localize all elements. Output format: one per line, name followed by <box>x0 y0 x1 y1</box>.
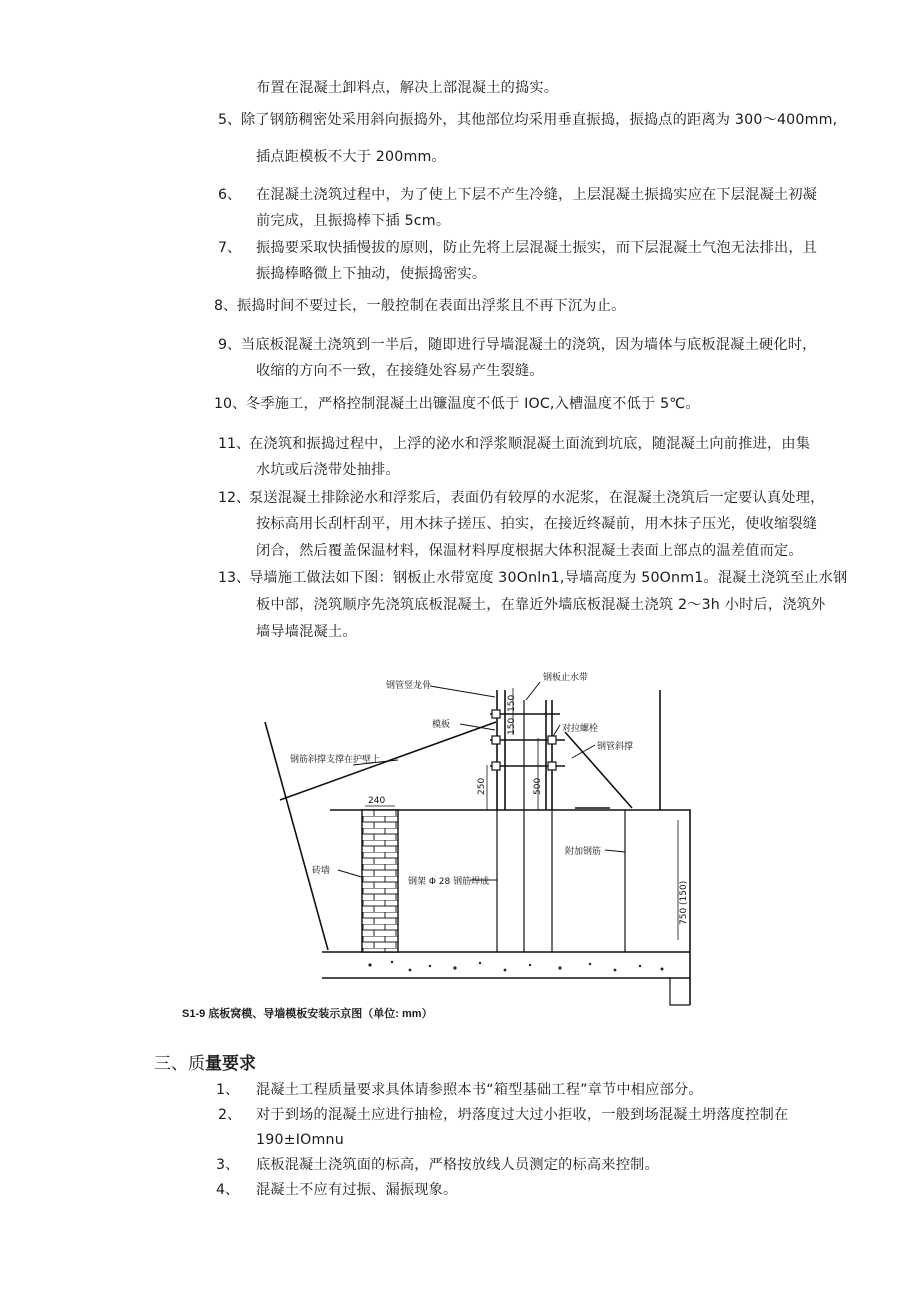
dim-750: 750 (150) <box>679 880 689 925</box>
list-item-line: 190±IOmnu <box>256 1132 344 1148</box>
label-formwork: 模板 <box>432 720 451 730</box>
list-item-line: 振捣要采取快插慢拔的原则，防止先将上层混凝土振实，而下层混凝土气泡无法排出，且 <box>256 240 818 256</box>
list-item-line: 墙导墙混凝土。 <box>256 624 357 640</box>
label-extra-rebar: 附加钢筋 <box>565 847 602 857</box>
dim-150-b: 150 <box>507 717 517 735</box>
label-pipe-brace: 钢管斜撑 <box>597 742 634 752</box>
list-item-line: 收缩的方向不一致，在接缝处容易产生裂缝。 <box>256 363 544 379</box>
list-item-number: 11、 <box>218 436 251 452</box>
list-item-number: 2、 <box>218 1107 242 1123</box>
list-item-line: 底板混凝土浇筑面的标高，严格按放线人员测定的标高来控制。 <box>256 1157 659 1173</box>
concrete-hatch <box>368 961 663 972</box>
label-rebar-brace: 钢筋斜撑支撑在护壁上 <box>290 755 381 765</box>
list-item-line: 前完成，且振捣棒下插 5cm。 <box>256 213 451 229</box>
dim-500: 500 <box>533 777 543 795</box>
list-item-line: 导墙施工做法如下图：钢板止水带宽度 30Onln1,导墙高度为 50Onm1。混凝土浇筑至止水钢 <box>249 570 848 586</box>
figure-caption: S1-9 底板窝模、导墙模板安装示京图（单位: mm） <box>182 1008 433 1020</box>
list-item-number: 4、 <box>216 1182 240 1198</box>
brick-wall <box>362 810 398 952</box>
section-heading-prefix: 三、质 <box>154 1054 205 1074</box>
list-item-line: 闭合，然后覆盖保温材料，保温材料厚度根据大体积混凝土表面上部点的温差值而定。 <box>256 543 803 559</box>
dim-250: 250 <box>477 777 487 795</box>
list-item-number: 8、 <box>214 298 238 314</box>
list-item-line: 振捣棒略微上下抽动，使振捣密实。 <box>256 266 487 282</box>
list-item-line: 除了钢筋稠密处采用斜向振捣外，其他部位均采用垂直振捣，振捣点的距离为 300～400mm, <box>241 112 838 128</box>
list-item-line: 冬季施工，严格控制混凝土出镰温度不低于 IOC,入槽温度不低于 5℃。 <box>246 396 700 412</box>
list-item-number: 9、 <box>218 337 242 353</box>
label-tie-bolt: 对拉螺栓 <box>562 724 599 734</box>
list-item-line: 插点距模板不大于 200mm。 <box>256 149 446 165</box>
list-item-line: 混凝土不应有过振、漏振现象。 <box>256 1182 458 1198</box>
section-heading-bold: 量要求 <box>205 1054 256 1074</box>
label-steel-frame: 钢架 Φ 28 钢筋焊成 <box>408 877 490 887</box>
list-item-line: 泵送混凝土排除泌水和浮浆后，表面仍有较厚的水泥浆，在混凝土浇筑后一定要认真处理， <box>249 490 825 506</box>
label-brick-wall: 砖墙 <box>312 866 331 876</box>
list-item-number: 7、 <box>218 240 242 256</box>
list-item-number: 12、 <box>218 490 251 506</box>
section-heading <box>154 1052 256 1076</box>
list-item-number: 13、 <box>218 570 251 586</box>
list-item-line: 板中部，浇筑顺序先浇筑底板混凝土，在靠近外墙底板混凝土浇筑 2～3h 小时后，浇筑外 <box>256 597 826 613</box>
label-pipe-keel: 钢管竖龙骨 <box>386 681 432 691</box>
list-item-number: 3、 <box>216 1157 240 1173</box>
list-item-number: 5、 <box>218 112 242 128</box>
list-item-line: 混凝土工程质量要求具体请参照本书“箱型基础工程”章节中相应部分。 <box>256 1082 703 1098</box>
list-item-line: 当底板混凝土浇筑到一半后，随即进行导墙混凝土的浇筑，因为墙体与底板混凝土硬化时， <box>241 337 817 353</box>
list-item-number: 6、 <box>218 187 242 203</box>
list-item-line: 布置在混凝土卸料点，解决上部混凝土的捣实。 <box>256 80 559 96</box>
list-item-number: 1、 <box>216 1082 240 1098</box>
label-steel-waterstop: 钢板止水带 <box>543 673 589 683</box>
dim-240: 240 <box>368 796 386 806</box>
list-item-line: 按标高用长刮杆刮平，用木抹子搓压、拍实，在接近终凝前，用木抹子压光，使收缩裂缝 <box>256 516 818 532</box>
list-item-number: 10、 <box>214 396 247 412</box>
list-item-line: 在浇筑和振捣过程中，上浮的泌水和浮浆顺混凝土面流到坑底，随混凝土向前推进，由集 <box>249 436 811 452</box>
list-item-line: 水坑或后浇带处抽排。 <box>256 462 400 478</box>
list-item-line: 振捣时间不要过长，一般控制在表面出浮浆且不再下沉为止。 <box>237 298 626 314</box>
dim-150-a: 150 <box>507 694 517 712</box>
list-item-line: 在混凝土浇筑过程中，为了使上下层不产生冷缝，上层混凝土振捣实应在下层混凝土初凝 <box>256 187 818 203</box>
list-item-line: 对于到场的混凝土应进行抽检，坍落度过大过小拒收，一般到场混凝土坍落度控制在 <box>256 1107 789 1123</box>
